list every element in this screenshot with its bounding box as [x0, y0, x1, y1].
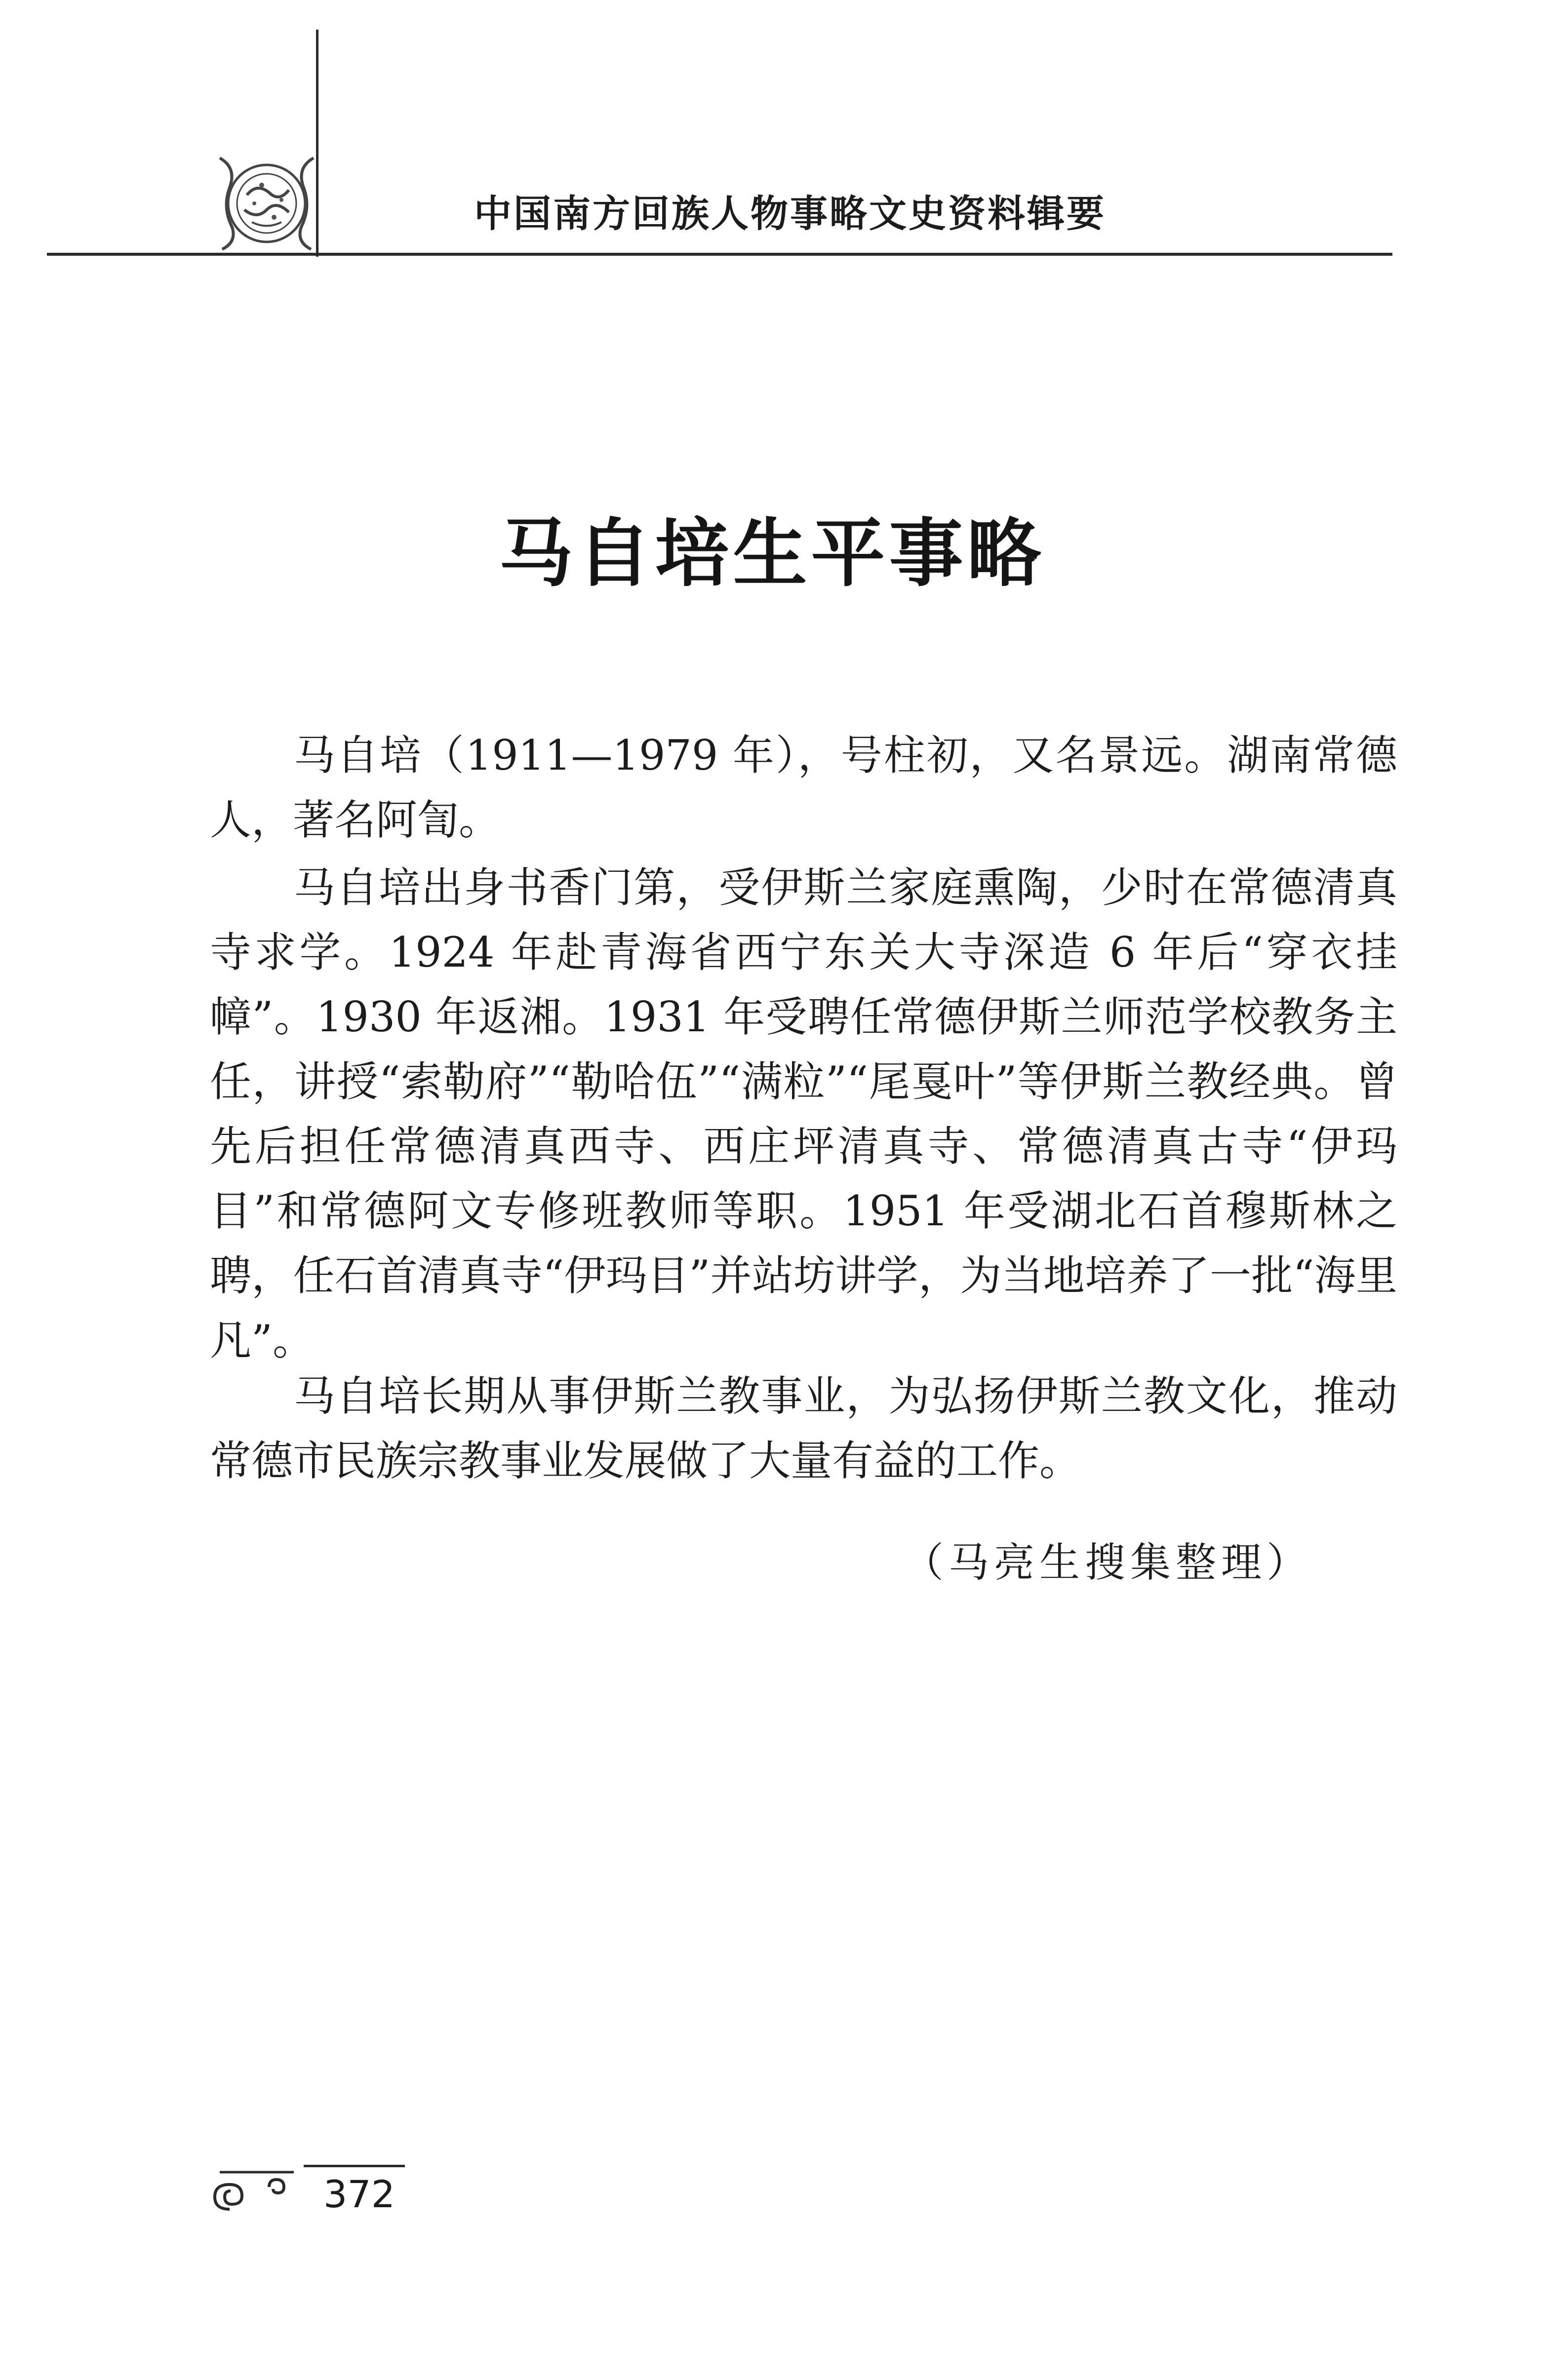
article-title: 马自培生平事略 — [499, 510, 1045, 597]
compiler-credit: （马亮生搜集整理） — [903, 1539, 1312, 1586]
folio-scroll-ornament-icon — [210, 2167, 309, 2217]
arabic-calligraphy-ornament-icon — [207, 148, 326, 257]
paragraph-3: 马自培长期从事伊斯兰教事业，为弘扬伊斯兰教文化，推动常德市民族宗教事业发展做了大量有益的工作。 — [210, 1372, 1397, 1485]
page-number: 372 — [323, 2172, 396, 2216]
running-title: 中国南方回族人物事略文史资料辑要 — [474, 192, 1106, 235]
folio-rule — [304, 2165, 405, 2167]
paragraph-1: 马自培（1911—1979 年），号柱初，又名景远。湖南常德人，著名阿訇。 — [210, 731, 1397, 844]
paragraph-2: 马自培出身书香门第，受伊斯兰家庭熏陶，少时在常德清真寺求学。1924 年赴青海省西宁东关大寺深造 6 年后“穿衣挂幛”。1930 年返湘。1931 年受聘任常德伊斯兰师范学校教务主任，讲授“索勒府”“勒哈伍”“满粒”“尾戛叶”等伊斯兰教经典。曾先后担任常德清真西寺、西庄坪清真寺、常德清真古寺“伊玛目”和常德阿文专修班教师等职。1951 年受湖北石首穆斯林之聘，任石首清真寺“伊玛目”并站坊讲学，为当地培养了一批“海里凡”。 — [210, 863, 1397, 1365]
